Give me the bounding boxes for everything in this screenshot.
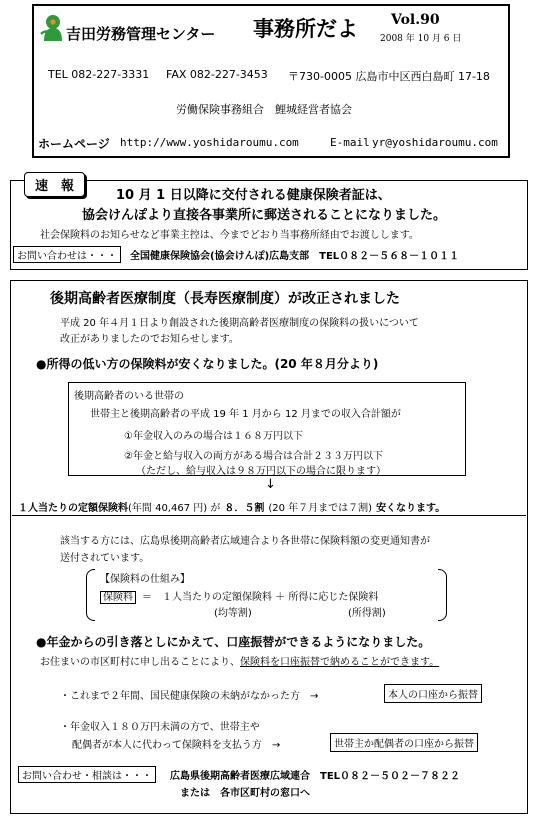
case1-text: ・これまで２年間、国民健康保険の未納がなかった方 → xyxy=(60,691,319,702)
result-part-c: (年間 40,467 円) が xyxy=(128,503,221,514)
flash-contact-label: お問い合わせは・・・ xyxy=(13,246,121,263)
result-part-f: 安くなります。 xyxy=(376,503,446,514)
issue-date: 2008 年 10 月 6 日 xyxy=(380,34,462,44)
article-contact-label: お問い合わせ・相談は・・・ xyxy=(18,766,156,783)
eligibility-item1: ①年金収入のみの場合は１６８万円以下 xyxy=(124,431,303,442)
article-contact-line1: 広島県後期高齢者医療広域連合 TEL０８２－５０２－７８２２ xyxy=(170,771,461,782)
section2-text-b: 保険料を口座振替で納めることができます。 xyxy=(240,657,440,668)
result-divider xyxy=(12,515,526,516)
email-label: E-mail xyxy=(330,136,370,149)
eligibility-line1: 後期高齢者のいる世帯の xyxy=(74,391,184,402)
case1-box: 本人の口座から振替 xyxy=(384,684,482,703)
case2-text2: 配偶者が本人に代わって保険料を支払う方 → xyxy=(72,740,281,751)
notice-line2: 送付されています。 xyxy=(60,553,150,564)
flash-line1: 10 月 1 日以降に交付される健康保険者証は、 xyxy=(116,188,391,203)
result-part-a: １人当たりの xyxy=(18,503,78,514)
article-intro2: 改正がありましたのでお知らせします。 xyxy=(60,334,239,345)
section2-text xyxy=(40,653,439,668)
office-address: 〒730-0005 広島市中区西白島町 17-18 xyxy=(288,70,490,83)
newsletter-title: 事務所だよ xyxy=(253,17,358,41)
section2-text-a: お住まいの市区町村に申し出ることにより、 xyxy=(40,657,240,668)
premium-formula: ＝ １人当たりの定額保険料 ＋ 所得に応じた保険料 xyxy=(142,592,379,603)
eligibility-item2-note: （ただし、給与収入は９８万円以下の場合に限ります） xyxy=(136,466,386,477)
eligibility-item2: ②年金と給与収入の両方がある場合は合計２３３万円以下 xyxy=(124,451,383,462)
section2-heading: ●年金からの引き落としにかえて、口座振替ができるようになりました。 xyxy=(36,635,431,649)
article-title: 後期高齢者医療制度（長寿医療制度）が改正されました xyxy=(50,291,400,307)
flash-line2: 協会けんぽより直接各事業所に郵送されることになりました。 xyxy=(82,208,447,223)
mechanism-bracket-right xyxy=(438,569,447,621)
logo-icon xyxy=(40,14,64,42)
flash-tag: 速 報 xyxy=(24,172,85,197)
case2-box: 世帯主か配偶者の口座から振替 xyxy=(330,733,478,752)
email-link[interactable]: yr@yoshidaroumu.com xyxy=(372,136,498,149)
association-name: 労働保険事務組合 鯉城経営者協会 xyxy=(176,103,352,116)
article-contact-line2: または 各市区町村の窓口へ xyxy=(180,788,310,799)
case2-text1: ・年金収入１８０万円未満の方で、世帯主や xyxy=(60,722,260,733)
down-arrow-icon: ↓ xyxy=(265,477,276,492)
homepage-link[interactable]: http://www.yoshidaroumu.com xyxy=(120,136,299,149)
equal-share-label: (均等割) xyxy=(214,608,252,619)
mechanism-bracket-left xyxy=(86,569,95,621)
notice-line1: 該当する方には、広島県後期高齢者広域連合より各世帯に保険料額の変更通知書が xyxy=(60,536,430,547)
result-part-b: 定額保険料 xyxy=(78,503,128,514)
mechanism-formula xyxy=(100,588,378,603)
result-part-e: (20 年７月までは７割) xyxy=(268,503,373,514)
homepage-label: ホームページ xyxy=(38,137,110,151)
vol-number: Vol.90 xyxy=(391,12,440,28)
eligibility-line2: 世帯主と後期高齢者の平成 19 年 1 月から 12 月までの収入合計額が xyxy=(90,409,401,420)
org-name: 吉田労務管理センター xyxy=(66,25,216,43)
income-share-label: (所得割) xyxy=(348,608,386,619)
result-part-d: ８．５割 xyxy=(224,503,265,514)
flash-line3: 社会保険料のお知らせなど事業主控は、今までどおり当事務所経由でお渡しします。 xyxy=(40,230,419,241)
flash-contact: 全国健康保険協会(協会けんぽ)広島支部 TEL０８２－５６８－１０１１ xyxy=(130,251,460,262)
article-intro1: 平成 20 年４月１日より創設された後期高齢者医療制度の保険料の扱いについて xyxy=(60,318,419,329)
premium-term: 保険料 xyxy=(100,591,136,604)
fax-number: FAX 082-227-3453 xyxy=(166,68,268,81)
section1-heading: ●所得の低い方の保険料が安くなりました。(20 年８月分より) xyxy=(36,357,379,371)
tel-number: TEL 082-227-3331 xyxy=(48,68,150,81)
result-line xyxy=(18,499,445,514)
mechanism-title: 【保険料の仕組み】 xyxy=(100,574,190,585)
